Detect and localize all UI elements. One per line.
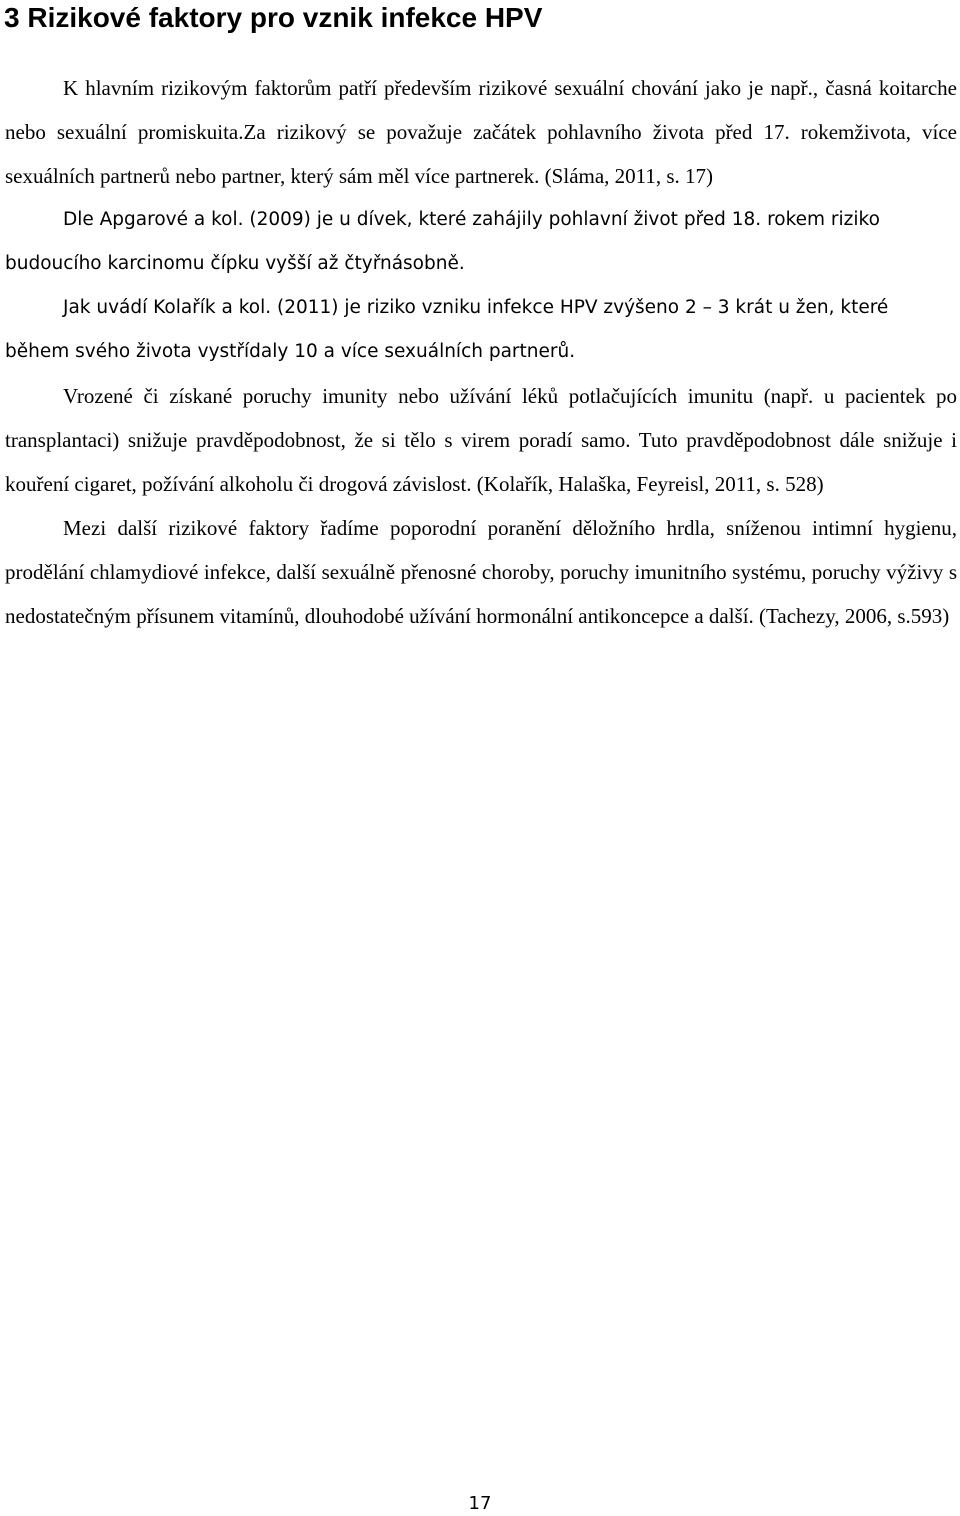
body-text [5,66,957,638]
paragraph-immunity: Vrozené či získané poruchy imunity nebo užívání léků potlačujících imunitu (např. u pacientek po transplantaci) snižuje pravděpodobnost, že si tělo s virem poradí samo. Tuto pravděpodobnost dále snižuje i kouření cigaret, požívání alkoholu či drogová závislost. (Kolařík, Halaška, Feyreisl, 2011, s. 528) [5,384,957,496]
chapter-heading: 3 Rizikové faktory pro vznik infekce HPV [4,2,543,33]
paragraph-risk-factors: K hlavním rizikovým faktorům patří především rizikové sexuální chování jako je např., časná koitarche nebo sexuální promiskuita.Za rizikový se považuje začátek pohlavního života před 17. rokemživota, více sexuálních partnerů nebo partner, který sám měl více partnerek. (Sláma, 2011, s. 17) [5,76,957,188]
paragraph-kolarik: Jak uvádí Kolařík a kol. (2011) je riziko vzniku infekce HPV zvýšeno 2 – 3 krát u žen, které během svého života vystřídaly 10 a více sexuálních partnerů. [5,297,889,362]
paragraph-other-factors: Mezi další rizikové faktory řadíme poporodní poranění děložního hrdla, sníženou intimní hygienu, prodělání chlamydiové infekce, další sexuálně přenosné choroby, poruchy imunitního systému, poruchy výživy s nedostatečným přísunem vitamínů, dlouhodobé užívání hormonální antikoncepce a další. (Tachezy, 2006, s.593) [5,516,957,628]
page-number: 17 [468,1493,492,1514]
paragraph-apgarova: Dle Apgarové a kol. (2009) je u dívek, které zahájily pohlavní život před 18. rokem riziko budoucího karcinomu čípku vyšší až čtyřnásobně. [5,209,880,274]
